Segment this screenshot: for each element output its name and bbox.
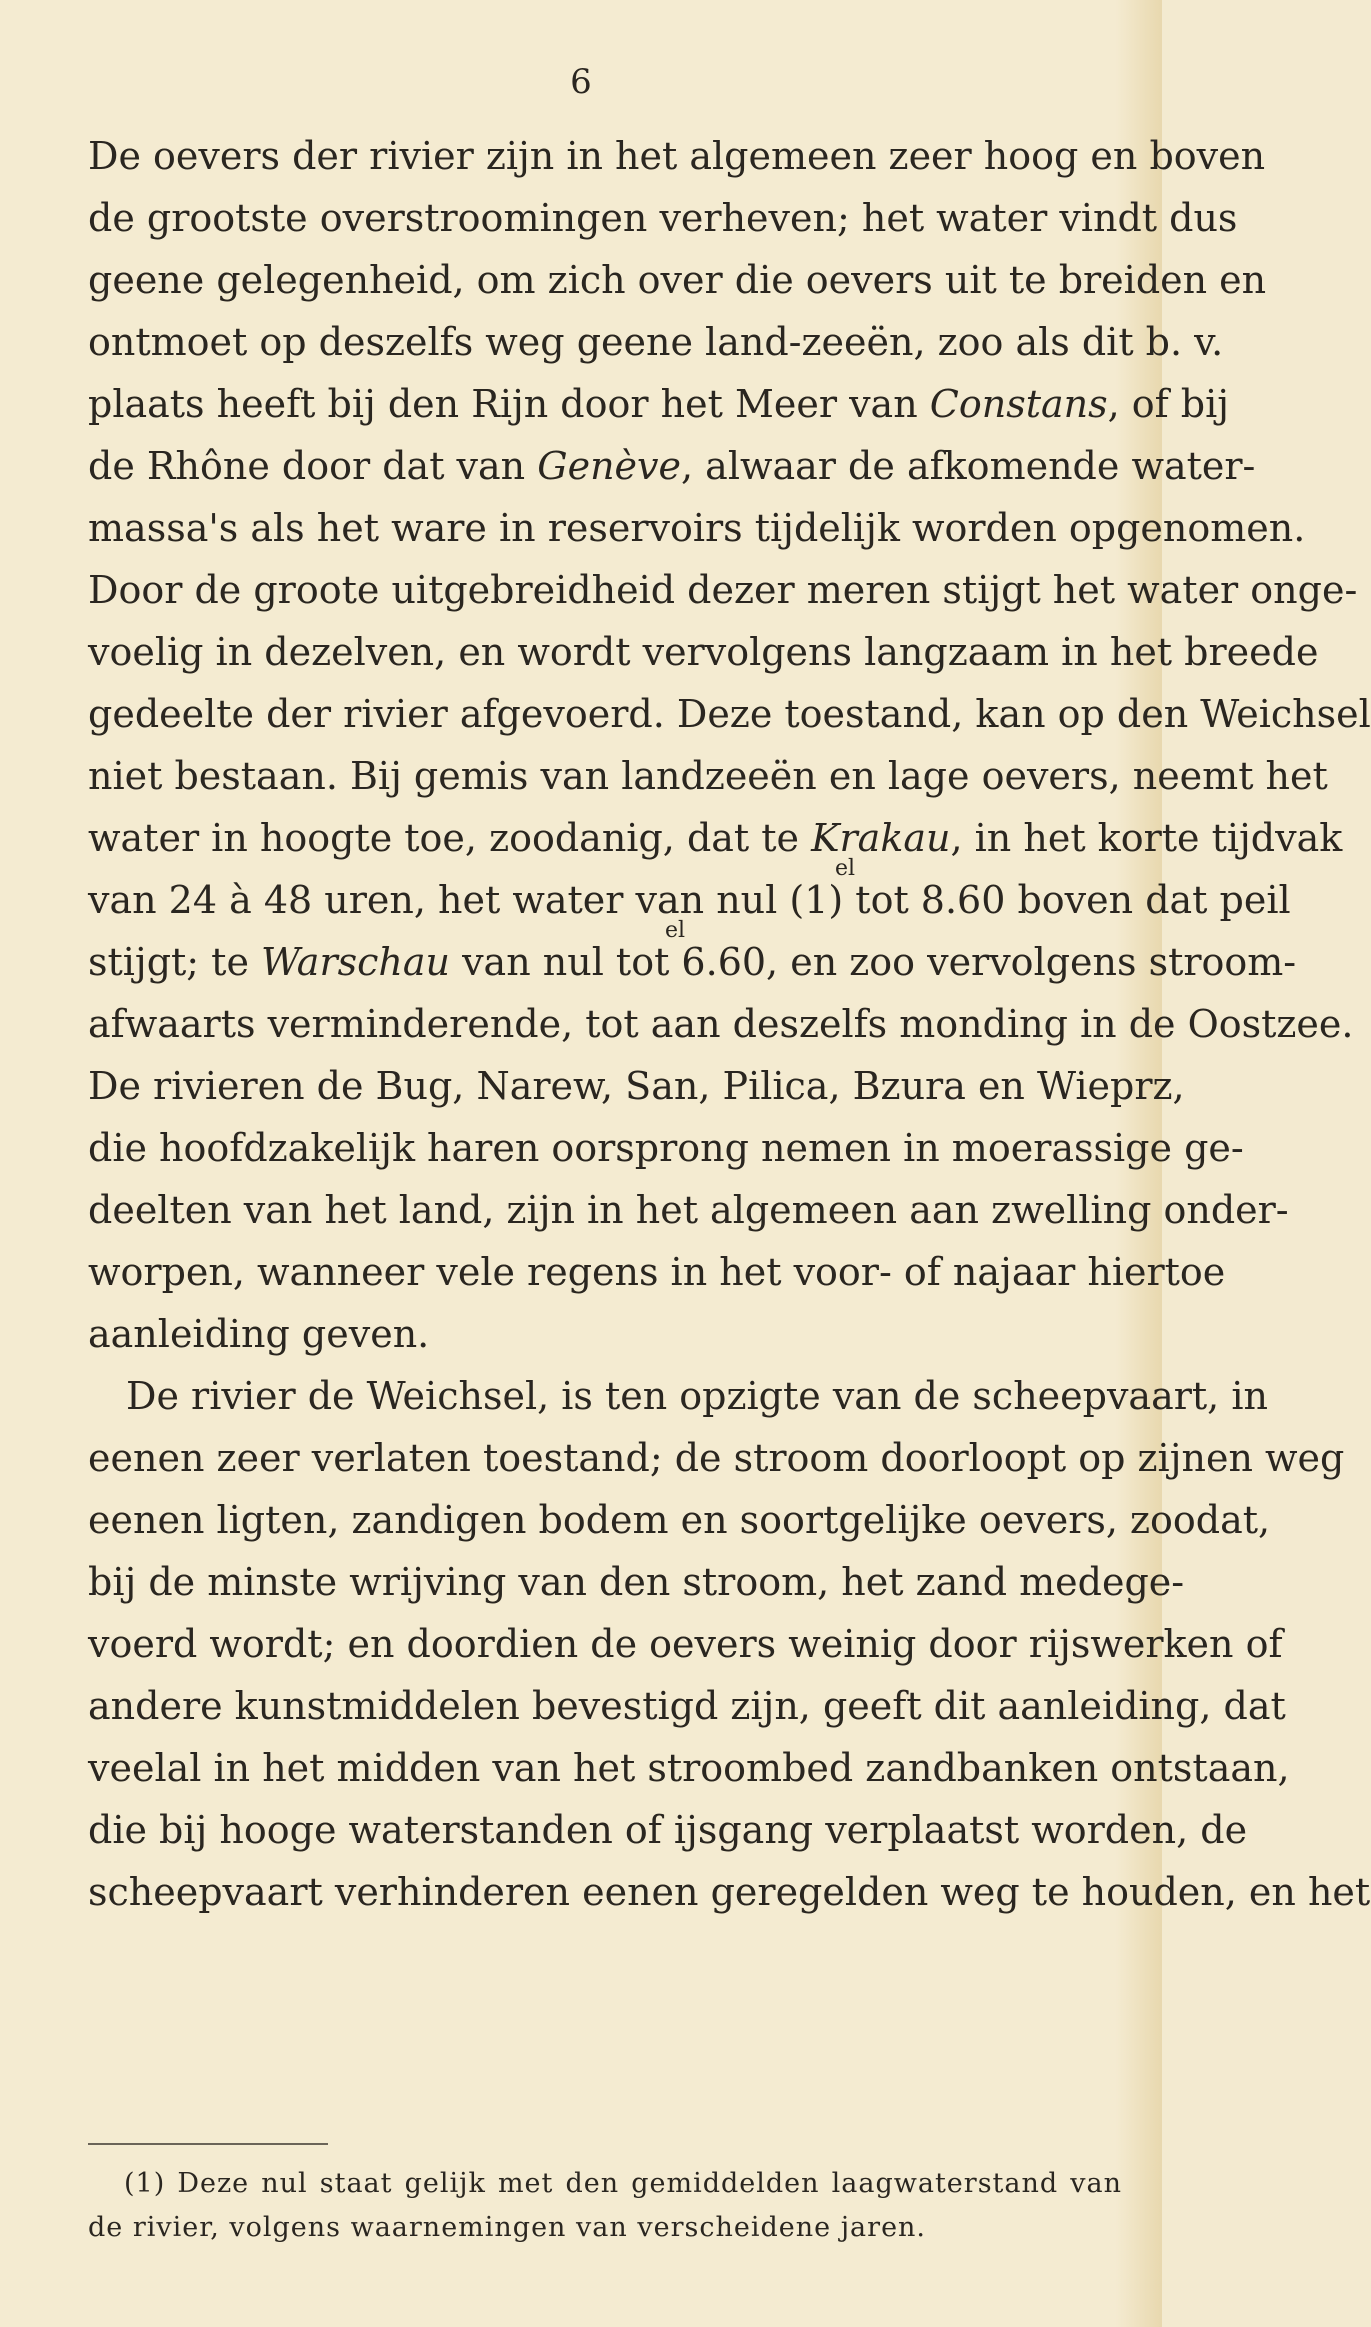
text-line: andere kunstmiddelen bevestigd zijn, geeft dit aanleiding, dat [88, 1684, 1286, 1728]
text-line: massa's als het ware in reservoirs tijdelijk worden opgenomen. [88, 506, 1306, 550]
superscript-el-krakau: el [835, 856, 856, 881]
text-line: ontmoet op deszelfs weg geene land-zeeën, zoo als dit b. v. [88, 320, 1224, 364]
text-line: veelal in het midden van het stroombed zandbanken ontstaan, [88, 1746, 1290, 1790]
page-number: 6 [570, 62, 592, 102]
text-line: voelig in dezelven, en wordt vervolgens langzaam in het breede [88, 630, 1319, 674]
text-line: eenen zeer verlaten toestand; de stroom doorloopt op zijnen weg [88, 1436, 1345, 1480]
text-line: de grootste overstroomingen verheven; het water vindt dus [88, 196, 1238, 240]
text-line: De rivier de Weichsel, is ten opzigte van de scheepvaart, in [126, 1374, 1268, 1418]
text-line: voerd wordt; en doordien de oevers weinig door rijswerken of [88, 1622, 1283, 1666]
paragraph-1 [88, 125, 1371, 1365]
paragraph-2 [88, 1365, 1371, 1923]
text-line: Door de groote uitgebreidheid dezer meren stijgt het water onge- [88, 568, 1358, 612]
text-line: niet bestaan. Bij gemis van landzeeën en lage oevers, neemt het [88, 754, 1328, 798]
text-line: de Rhône door dat van Genève, alwaar de afkomende water- [88, 444, 1256, 488]
text-line: van 24 à 48 uren, het water van nul (1) tot 8.60 boven dat peil [88, 878, 1291, 922]
body-text [88, 125, 1371, 1923]
superscript-el-warschau: el [665, 918, 686, 943]
text-line: stijgt; te Warschau van nul tot 6.60, en zoo vervolgens stroom- [88, 940, 1297, 984]
text-line: scheepvaart verhinderen eenen geregelden weg te houden, en het [88, 1870, 1371, 1914]
text-line: afwaarts verminderende, tot aan deszelfs monding in de Oostzee. [88, 1002, 1354, 1046]
text-line: deelten van het land, zijn in het algemeen aan zwelling onder- [88, 1188, 1289, 1232]
text-line: De rivieren de Bug, Narew, San, Pilica, Bzura en Wieprz, [88, 1064, 1185, 1108]
text-line: eenen ligten, zandigen bodem en soortgelijke oevers, zoodat, [88, 1498, 1271, 1542]
text-line: die hoofdzakelijk haren oorsprong nemen in moerassige ge- [88, 1126, 1244, 1170]
footnote-line: de rivier, volgens waarnemingen van verscheidene jaren. [88, 2212, 927, 2243]
text-line: De oevers der rivier zijn in het algemeen zeer hoog en boven [88, 134, 1266, 178]
text-line: gedeelte der rivier afgevoerd. Deze toestand, kan op den Weichsel [88, 692, 1371, 736]
text-line: worpen, wanneer vele regens in het voor- of najaar hiertoe [88, 1250, 1226, 1294]
footnote [88, 2162, 1122, 2250]
text-line: geene gelegenheid, om zich over die oevers uit te breiden en [88, 258, 1267, 302]
footnote-divider [88, 2143, 328, 2145]
text-line: aanleiding geven. [88, 1312, 430, 1356]
text-line: plaats heeft bij den Rijn door het Meer van Constans, of bij [88, 382, 1230, 426]
text-line: die bij hooge waterstanden of ijsgang verplaatst worden, de [88, 1808, 1248, 1852]
text-line: water in hoogte toe, zoodanig, dat te Krakau, in het korte tijdvak [88, 816, 1343, 860]
footnote-line: (1) Deze nul staat gelijk met den gemiddelden laagwaterstand van [124, 2168, 1122, 2199]
text-line: bij de minste wrijving van den stroom, het zand medege- [88, 1560, 1185, 1604]
